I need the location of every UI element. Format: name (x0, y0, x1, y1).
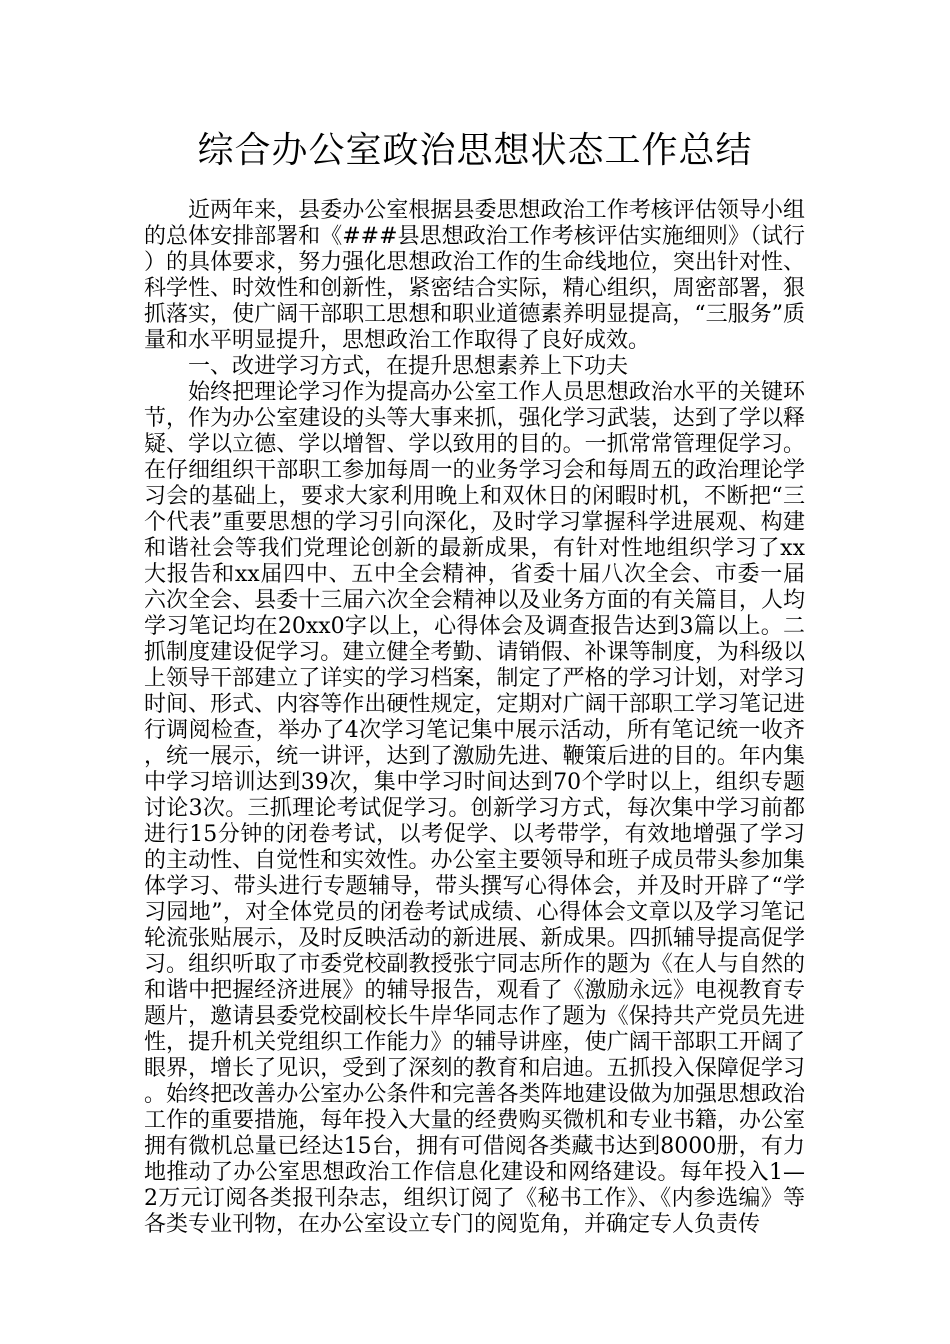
section-1-paragraph: 始终把理论学习作为提高办公室工作人员思想政治水平的关键环节，作为办公室建设的头等大事来抓，强化学习武装，达到了学以释疑、学以立德、学以增智、学以致用的目的。一抓常常管理促学习。在仔细组织干部职工参加每周一的业务学习会和每周五的政治理论学习会的基础上，要求大家利用晚上和双休日的闲暇时机，不断把“三个代表”重要思想的学习引向深化，及时学习掌握科学进展观、构建和谐社会等我们党理论创新的最新成果，有针对性地组织学习了xx大报告和xx届四中、五中全会精神，省委十届八次全会、市委一届六次全会、县委十三届六次全会精神以及业务方面的有关篇目，人均学习笔记均在20xx0字以上，心得体会及调查报告达到3篇以上。二抓制度建设促学习。建立健全考勤、请销假、补课等制度，为科级以上领导干部建立了详实的学习档案，制定了严格的学习计划，对学习时间、形式、内容等作出硬性规定，定期对广阔干部职工学习笔记进行调阅检查，举办了4次学习笔记集中展示活动，所有笔记统一收齐，统一展示，统一讲评，达到了激励先进、鞭策后进的目的。年内集中学习培训达到39次，集中学习时间达到70个学时以上，组织专题讨论3次。三抓理论考试促学习。创新学习方式，每次集中学习前都进行15分钟的闭卷考试，以考促学、以考带学，有效地增强了学习的主动性、自觉性和实效性。办公室主要领导和班子成员带头参加集体学习、带头进行专题辅导，带头撰写心得体会，并及时开辟了“学习园地”，对全体党员的闭卷考试成绩、心得体会文章以及学习笔记轮流张贴展示，及时反映活动的新进展、新成果。四抓辅导提高促学习。组织听取了市委党校副教授张宁同志所作的题为《在人与自然的和谐中把握经济进展》的辅导报告，观看了《激励永远》电视教育专题片，邀请县委党校副校长牛岸华同志作了题为《保持共产党员先进性，提升机关党组织工作能力》的辅导讲座，使广阔干部职工开阔了眼界，增长了见识，受到了深刻的教育和启迪。五抓投入保障促学习。始终把改善办公室办公条件和完善各类阵地建设做为加强思想政治工作的重要措施，每年投入大量的经费购买微机和专业书籍，办公室拥有微机总量已经达15台，拥有可借阅各类藏书达到8000册，有力地推动了办公室思想政治工作信息化建设和网络建设。每年投入1—2万元订阅各类报刊杂志，组织订阅了《秘书工作》、《内参选编》等各类专业刊物，在办公室设立专门的阅览角，并确定专人负责传 (144, 380, 805, 1237)
intro-paragraph: 近两年来，县委办公室根据县委思想政治工作考核评估领导小组的总体安排部署和《###县思想政治工作考核评估实施细则》（试行）的具体要求，努力强化思想政治工作的生命线地位，突出针对性、科学性、时效性和创新性，紧密结合实际，精心组织，周密部署，狠抓落实，使广阔干部职工思想和职业道德素养明显提高，“三服务”质量和水平明显提升，思想政治工作取得了良好成效。 (144, 198, 805, 353)
document-body (144, 198, 805, 1238)
section-heading-1: 一、改进学习方式，在提升思想素养上下功夫 (188, 354, 629, 379)
document-title: 综合办公室政治思想状态工作总结 (197, 130, 753, 171)
